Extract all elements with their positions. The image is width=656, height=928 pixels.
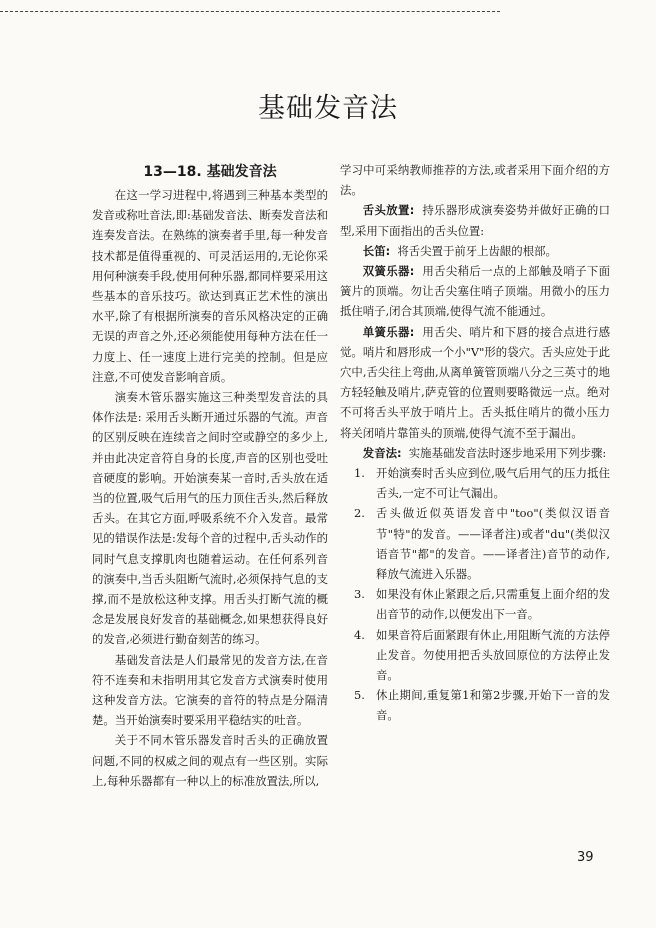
paragraph: 在这一学习进程中,将遇到三种基本类型的发音或称吐音法,即:基础发音法、断奏发音法和连奏发音法。在熟练的演奏者手里,每一种发音技术都是值得重视的、可灵活运用的,无论你采用何种演奏手段,使用何种乐器,都同样要采用这些基本的音乐技巧。欲达到真正艺术性的演出水平,除了有根据所演奏的音乐风格决定的正确无误的声音之外,还必须能使用每种方法在任一力度上、任一速度上进行完美的控制。但是应注意,不可使发音影响音质。 [92, 188, 328, 384]
step-number: 1. [354, 466, 365, 481]
paragraph-flute [340, 241, 610, 261]
right-column [340, 160, 610, 726]
term-text: 将舌尖置于前牙上齿龈的根部。 [397, 243, 557, 258]
step-text: 舌头做近似英语发音中"too"(类似汉语音节"特"的发音。——译者注)或者"du"(类似汉语音节"都"的发音。——译者注)音节的动作,释放气流进入乐器。 [376, 506, 610, 582]
term-label: 双簧乐器: [362, 264, 415, 279]
term-text: 持乐器形成演奏姿势并做好正确的口型,采用下面指出的舌头位置: [340, 203, 610, 238]
paragraph-attack [340, 443, 610, 463]
term-label: 舌头放置: [362, 203, 415, 218]
left-column [92, 158, 328, 791]
page-title: 基础发音法 [258, 93, 398, 124]
paragraph: 学习中可采纳教师推荐的方法,或者采用下面介绍的方法。 [340, 163, 610, 198]
step-text: 如果音符后面紧跟有休止,用阻断气流的方法停止发音。勿使用把舌头放回原位的方法停止发音。 [376, 627, 610, 683]
paragraph-single-reed [340, 322, 610, 443]
term-label: 单簧乐器: [362, 324, 415, 339]
term-text: 实施基础发音法时逐步地采用下列步骤: [408, 445, 607, 460]
list-item [340, 584, 610, 624]
paragraph: 关于不同木管乐器发音时舌头的正确放置问题,不同的权威之间的观点有一些区别。实际上,每种乐器都有一种以上的标准放置法,所以, [92, 733, 328, 788]
step-number: 3. [354, 587, 365, 602]
list-item [340, 625, 610, 686]
step-text: 如果没有休止紧跟之后,只需重复上面介绍的发出音节的动作,以便发出下一音。 [376, 587, 610, 622]
step-number: 5. [354, 688, 365, 703]
list-item [340, 463, 610, 503]
section-heading: 13—18. 基础发音法 [143, 164, 277, 180]
paragraph: 演奏木管乐器实施这三种类型发音法的具体作法是: 采用舌头断开通过乐器的气流。声音的区别反映在连续音之间时空或静空的多少上,并由此决定音符自身的长度,声音的区别也受吐音硬度的影响。开始演奏某一音时,舌头放在适当的位置,吸气后用气的压力顶住舌头,然后释放舌头。在其它方面,呼吸系统不介入发音。最常见的错误作法是:发每个音的过程中,舌头动作的同时气息支撑肌肉也随着运动。在任何系列音的演奏中,当舌头阻断气流时,必须保持气息的支撑,而不是放松这种支撑。用舌头打断气流的概念是发展良好发音的基础概念,如果想获得良好的发音,必须进行勤奋刻苦的练习。 [92, 390, 328, 647]
list-item [340, 685, 610, 725]
step-number: 4. [354, 627, 365, 642]
term-text: 用舌尖、哨片和下唇的接合点进行感觉。哨片和唇形成一个小"V"形的袋穴。舌头应处于此穴中,舌尖往上弯曲,从离单簧管顶端八分之三英寸的地方轻轻触及哨片,萨克管的位置则要略微远一点。绝对不可将舌头平放于哨片上。舌头抵住哨片的微小压力将关闭哨片靠笛头的顶端,使得气流不至于漏出。 [340, 324, 610, 440]
term-label: 发音法: [362, 445, 402, 460]
step-number: 2. [354, 506, 365, 521]
step-text: 休止期间,重复第1和第2步骤,开始下一音的发音。 [376, 688, 610, 723]
term-label: 长笛: [362, 243, 391, 258]
paragraph-double-reed [340, 261, 610, 322]
page-number: 39 [577, 850, 594, 865]
step-text: 开始演奏时舌头应到位,吸气后用气的压力抵住舌头,一定不可让气漏出。 [376, 466, 610, 501]
paragraph: 基础发音法是人们最常见的发音方法,在音符不连奏和未指明用其它发音方式演奏时使用这种发音方法。它演奏的音符的特点是分隔清楚。当开始演奏时要采用平稳结实的吐音。 [92, 652, 328, 728]
paragraph-tongue-placement [340, 200, 610, 240]
header-rule [0, 11, 500, 12]
term-text: 用舌尖稍后一点的上部触及哨子下面簧片的顶端。勿让舌尖塞住哨子顶端。用微小的压力抵住哨子,闭合其顶端,使得气流不能通过。 [340, 264, 610, 319]
steps-list [340, 463, 610, 726]
list-item [340, 503, 610, 584]
